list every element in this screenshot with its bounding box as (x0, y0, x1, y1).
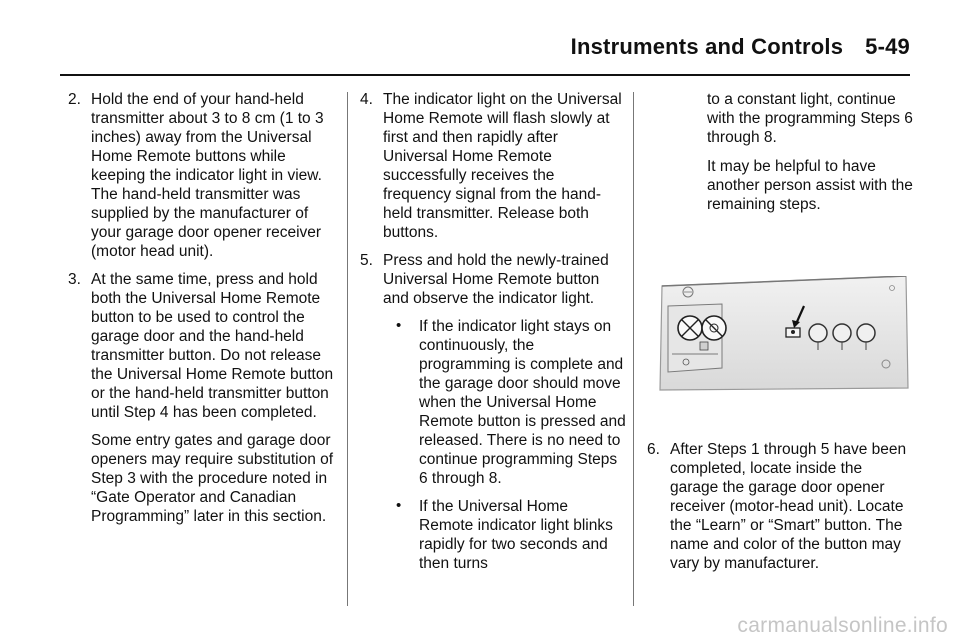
page-header (60, 34, 910, 74)
step-note: Some entry gates and garage door openers may require substitution of Step 3 with the procedure noted in “Gate Operator and Canadian Programming” later in this section. (91, 432, 334, 525)
bullet-text: If the Universal Home Remote indicator light blinks rapidly for two seconds and then turns (419, 498, 613, 572)
bullet-item (358, 317, 626, 488)
remote-button-3-icon (857, 324, 875, 342)
step-item (66, 270, 338, 422)
bullet-continuation: to a constant light, continue with the programming Steps 6 through 8. (707, 91, 913, 146)
column-divider (633, 92, 634, 606)
column-2 (358, 90, 626, 582)
step-item (358, 251, 626, 308)
remote-button-2-icon (833, 324, 851, 342)
remote-button-1-icon (809, 324, 827, 342)
step-text: At the same time, press and hold both the Universal Home Remote button to be used to control the garage door and the hand-held transmitter button. Do not release the Universal Home Remote button or the hand-held transmitter button until Step 4 has been completed. (91, 271, 334, 421)
step-item (358, 90, 626, 242)
column-divider (347, 92, 348, 606)
watermark: carmanualsonline.info (737, 614, 948, 637)
overhead-console-figure (656, 276, 914, 392)
page-number: 5-49 (865, 34, 910, 59)
bullet-icon: • (396, 497, 402, 514)
step-number: 3. (68, 271, 81, 288)
step-text: The indicator light on the Universal Home Remote will flash slowly at first and then rapidly after Universal Home Remote successfully receives the frequency signal from the hand-held transmitter. Release both buttons. (383, 91, 622, 241)
column-3 (645, 90, 913, 582)
bullet-icon: • (396, 317, 402, 334)
bullet-text: If the indicator light stays on continuously, the programming is complete and the garage door should move when the Universal Home Remote button is pressed and released. There is no need to continue programming Steps 6 through 8. (419, 318, 626, 487)
section-title: Instruments and Controls (570, 34, 844, 59)
bullet-item (358, 497, 626, 573)
step-number: 2. (68, 91, 81, 108)
step-text: After Steps 1 through 5 have been completed, locate inside the garage the garage door opener receiver (motor-head unit). Locate the “Learn” or “Smart” button. The name and color of the button may vary by manufacturer. (670, 441, 907, 572)
page-title (571, 34, 910, 60)
header-rule (60, 74, 910, 76)
step-text: Press and hold the newly-trained Universal Home Remote button and observe the indicator light. (383, 252, 609, 307)
step-item (66, 90, 338, 261)
step-item (645, 440, 913, 573)
column-1 (66, 90, 338, 536)
step-text: Hold the end of your hand-held transmitter about 3 to 8 cm (1 to 3 inches) away from the Universal Home Remote buttons while keeping the indicator light in view. The hand-held transmitter was supplied by the manufacturer of your garage door opener receiver (motor head unit). (91, 91, 324, 260)
step-number: 5. (360, 252, 373, 269)
universal-remote-illustration (656, 276, 914, 392)
step-number: 6. (647, 441, 660, 458)
helper-note: It may be helpful to have another person assist with the remaining steps. (707, 158, 913, 213)
step-number: 4. (360, 91, 373, 108)
